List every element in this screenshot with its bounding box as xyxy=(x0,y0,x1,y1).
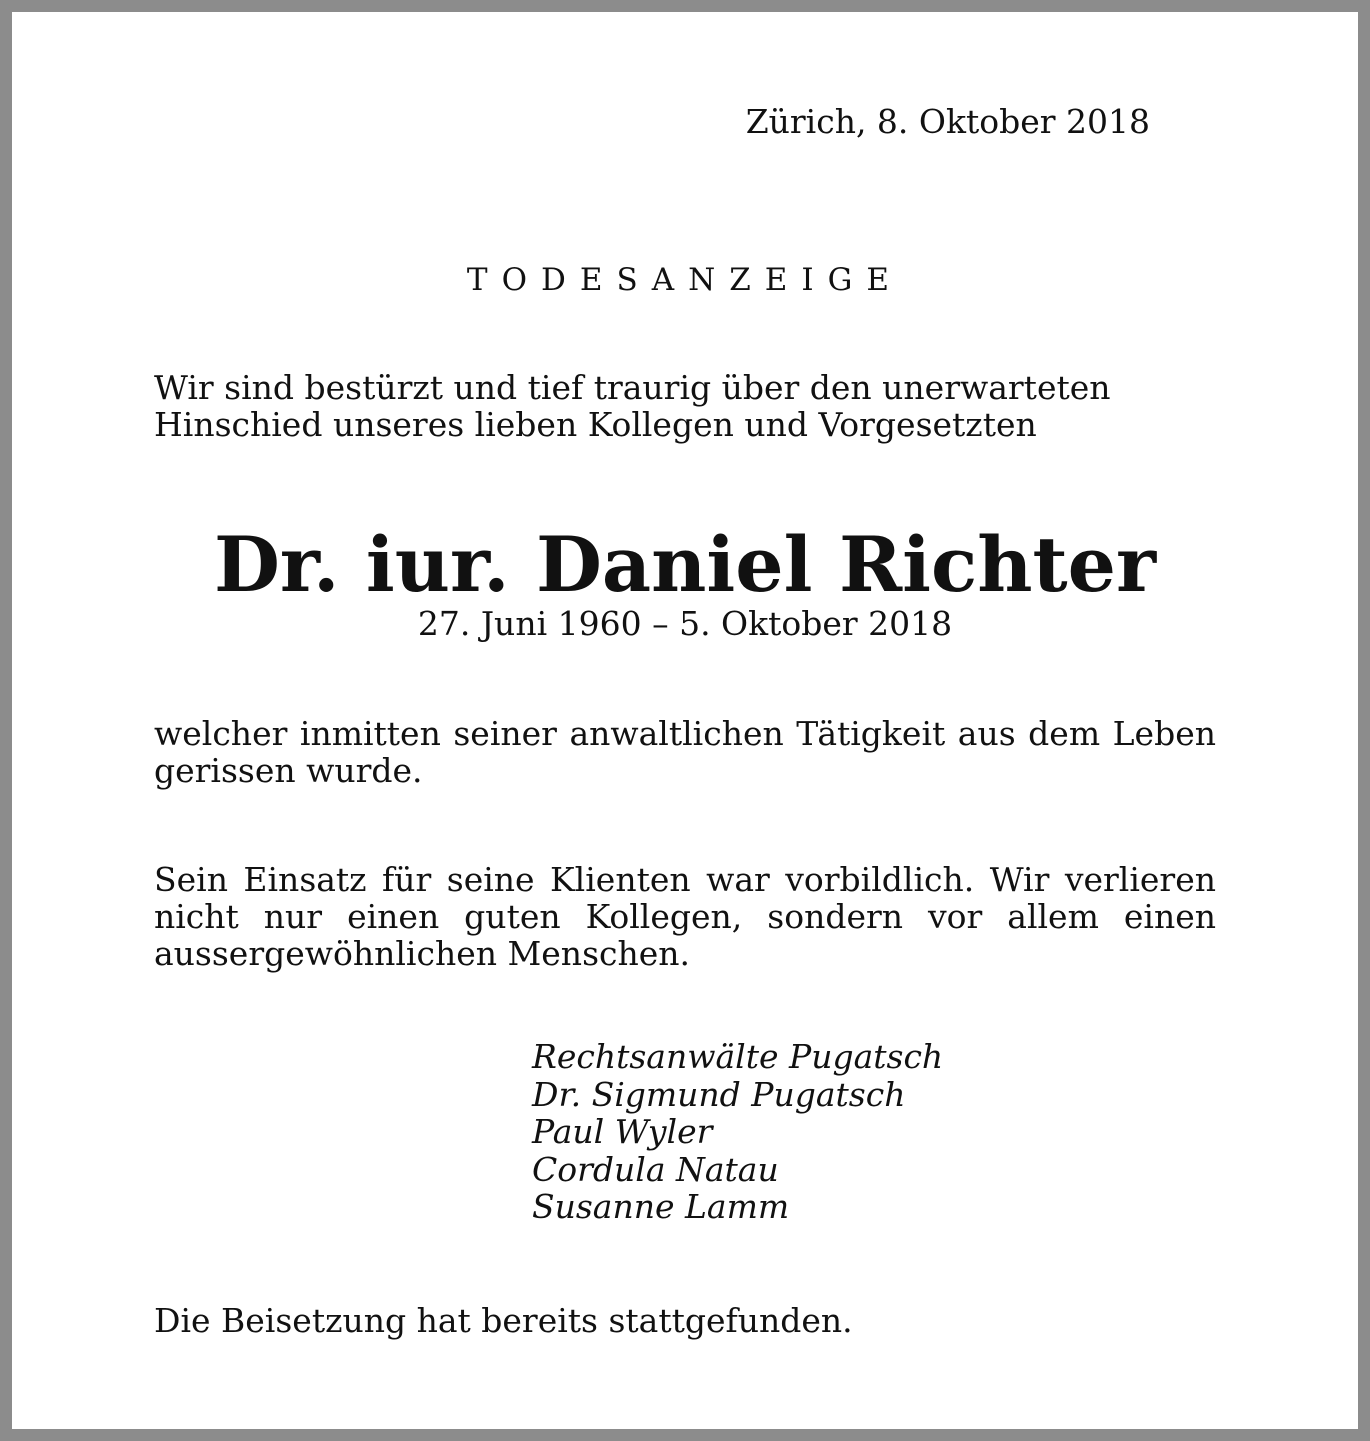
deceased-name: Dr. iur. Daniel Richter xyxy=(213,520,1157,609)
paragraph-activity: welcher inmitten seiner anwaltlichen Tätigkeit aus dem Leben gerissen wurde. xyxy=(154,714,1216,790)
signatory: Dr. Sigmund Pugatsch xyxy=(532,1074,906,1114)
lifespan-dates: 27. Juni 1960 – 5. Oktober 2018 xyxy=(417,604,953,643)
death-notice xyxy=(12,12,1358,1429)
paragraph-tribute: Sein Einsatz für seine Klienten war vorbildlich. Wir verlieren nicht nur einen guten Kollegen, sondern vor allem einen aussergewöhnlichen Menschen. xyxy=(154,860,1216,973)
signatory-firm: Rechtsanwälte Pugatsch xyxy=(532,1037,944,1076)
intro-paragraph: Wir sind bestürzt und tief traurig über den unerwarteten Hinschied unseres lieben Kollegen und Vorgesetzten xyxy=(154,368,1111,444)
signatory: Susanne Lamm xyxy=(532,1187,790,1226)
burial-note: Die Beisetzung hat bereits stattgefunden. xyxy=(154,1301,853,1340)
place-date: Zürich, 8. Oktober 2018 xyxy=(745,102,1150,141)
signatories-list xyxy=(532,1038,943,1226)
signatory: Paul Wyler xyxy=(532,1112,713,1151)
notice-heading: TODESANZEIGE xyxy=(466,262,904,298)
signatory: Cordula Natau xyxy=(532,1149,779,1189)
